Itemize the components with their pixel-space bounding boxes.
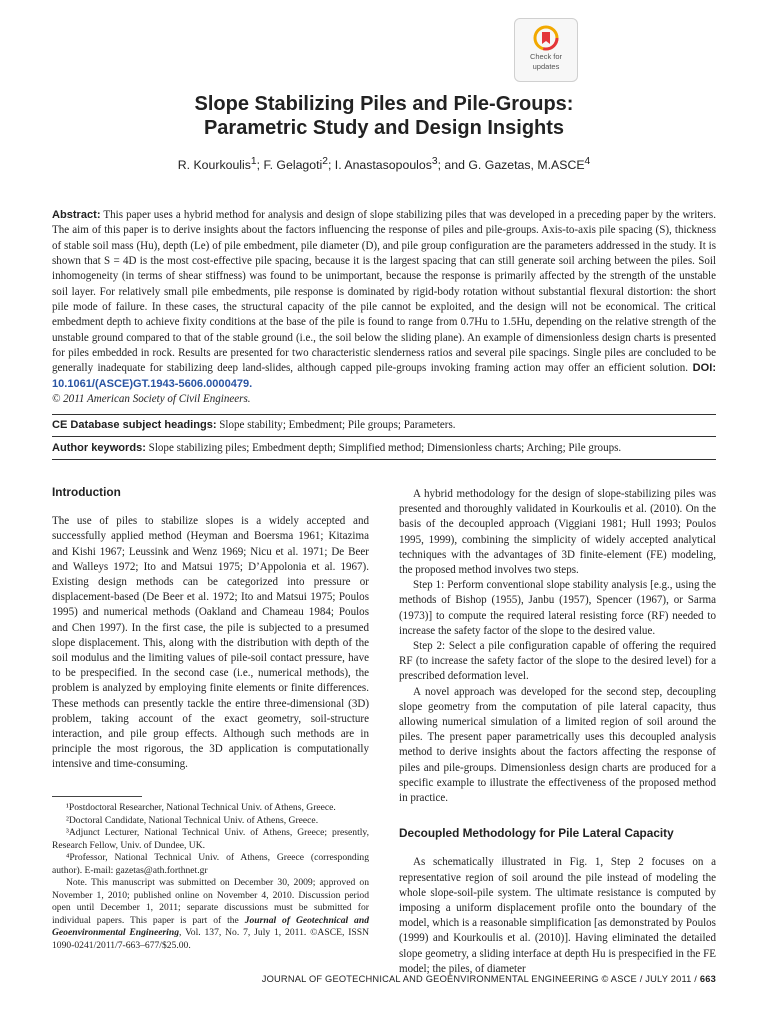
footnote-4: ⁴Professor, National Technical Univ. of Athens, Greece (corresponding author). E-mail: gazetas@ath.forthnet.gr [52, 852, 369, 876]
paragraph: A hybrid methodology for the design of slope-stabilizing piles was presented and thoroughly validated in Kourkoulis et al. (2010). On the basis of the decoupled approach (Viggiani 1981; Hull 1993; Poulos 1995, 1999), combining the simplicity of widely accepted analytical techniques with the advantages of 3D finite-element (FE) modeling, the proposed method involves two steps. [399, 488, 716, 577]
paragraph: A novel approach was developed for the second step, decoupling slope geometry from the computation of pile lateral capacity, thus allowing numerical simulation of a limited region of soil around the piles. The present paper parametrically uses this decoupled analysis method to derive insights about the factors affecting the response of piles and pile-groups. Dimensionless design charts are produced for a specific example to illustrate the effectiveness of the proposed method in practice. [399, 685, 716, 805]
divider [52, 414, 716, 415]
note-text: Note. This manuscript was submitted on December 30, 2009; approved on November 1, 2010; published online on November 4, 2010. Discussion period open until December 1, 2011; separate discussions must be submitted for individual papers. This paper is part of the [52, 877, 369, 926]
manuscript-note [52, 877, 369, 952]
copyright: © 2011 American Society of Civil Engineers. [52, 393, 251, 406]
author: R. Kourkoulis [177, 158, 251, 173]
footnote-2: ²Doctoral Candidate, National Technical Univ. of Athens, Greece. [66, 814, 319, 826]
paragraph: Step 2: Select a pile configuration capable of offering the required RF (to increase the safety factor of the slope to the desired level) for a prescribed deformation level. [399, 640, 716, 683]
abstract-label: Abstract: [52, 209, 101, 221]
author-keywords-label: Author keywords: [52, 442, 146, 454]
bookmark-icon [533, 25, 559, 51]
author-list: R. Kourkoulis$^1$; F. Gelagoti$^2$; I. Anastasopoulos$^3$; and G. Gazetas, M.ASCE$^4$ [177, 156, 591, 173]
section-heading-decoupled: Decoupled Methodology for Pile Lateral Capacity [399, 826, 674, 841]
right-column [399, 487, 716, 977]
page-footer [0, 974, 716, 984]
title-line-1: Slope Stabilizing Piles and Pile-Groups: [194, 93, 574, 115]
author: F. Gelagoti [263, 158, 323, 173]
author-affil: 2 [322, 156, 328, 167]
doi-label: DOI: [688, 362, 717, 375]
divider [52, 436, 716, 437]
footnote-rule [52, 796, 142, 797]
divider [52, 459, 716, 460]
paper-title [0, 92, 768, 140]
author-affil: 3 [431, 156, 438, 167]
paragraph: Step 1: Perform conventional slope stability analysis [e.g., using the methods of Bishop (1955), Janbu (1957), Spencer (1967), or Sarma (1973)] to compute the required lateral resisting force (RF) needed to increase the safety factor of the slope to the desired value. [399, 579, 716, 637]
footnote-3: ³Adjunct Lecturer, National Technical Univ. of Athens, Greece; presently, Research Fellow, Univ. of Dundee, UK. [52, 827, 369, 851]
journal-name: Journal of Geotechnical and Geoenvironmental Engineering [52, 914, 369, 939]
footnotes [52, 802, 369, 953]
note-text: , Vol. 137, No. 7, July 1, 2011. ©ASCE, ISSN 1090-0241/2011/7-663–677/$25.00. [52, 927, 369, 952]
footnote-1: ¹Postdoctoral Researcher, National Technical Univ. of Athens, Greece. [66, 802, 336, 813]
intro-paragraph: The use of piles to stabilize slopes is a widely accepted and successfully applied method (Heyman and Boersma 1961; Kitazima and Kishi 1967; Leussink and Wenz 1969; Nicu et al. 1971; De Beer and Walleys 1972; Ito and Matsui 1975; D’Appolonia et al. 1967). Existing design methods can be categorized into pressure or displacement-based (De Beer et al. 1972; Ito and Matsui 1975; Poulos 1995) and numerical methods (Oakland and Chameau 1984; Poulos and Chen 1997). In the first case, the pile is subjected to a presumed slope displacement. This, along with the distribution with depth of the soil modulus and the limiting values of pile-soil contact pressure, have to be prespecified. In the second case (i.e., numerical methods), the problem is analyzed by employing finite elements or finite differences. These methods can presently tackle the entire three-dimensional (3D) problem, taking account of the exact geometry, soil-structure interaction, and pile group effects. Although such methods are in principle the most rigorous, the 3D application is computationally intensive and time-consuming. [52, 515, 369, 771]
ce-subject-headings [52, 418, 716, 433]
left-column [52, 485, 369, 773]
footer-journal: JOURNAL OF GEOTECHNICAL AND GEOENVIRONMENTAL ENGINEERING © ASCE / JULY 2011 / [261, 974, 700, 984]
author-affil: 1 [250, 156, 257, 167]
author-affil: 4 [584, 156, 591, 167]
doi-link[interactable]: 10.1061/(ASCE)GT.1943-5606.0000479. [52, 377, 253, 390]
abstract [52, 208, 716, 407]
author-keywords [52, 441, 716, 456]
check-for-updates-badge[interactable] [514, 18, 578, 82]
title-line-2: Parametric Study and Design Insights [203, 117, 565, 139]
badge-text-2: updates [532, 62, 560, 71]
author-keywords-text: Slope stabilizing piles; Embedment depth; Simplified method; Dimensionless charts; Arching; Pile groups. [145, 442, 622, 454]
ce-headings-label: CE Database subject headings: [52, 419, 217, 431]
section-heading-introduction: Introduction [52, 485, 121, 499]
author: and G. Gazetas, M.ASCE [444, 158, 585, 173]
badge-text-1: Check for [529, 52, 563, 61]
page-number: 663 [699, 974, 716, 984]
ce-headings-text: Slope stability; Embedment; Pile groups; Parameters. [216, 419, 456, 431]
abstract-text: This paper uses a hybrid method for analysis and design of slope stabilizing piles that was developed in a preceding paper by the writers. The aim of this paper is to derive insights about the factors influencing the response of piles and pile-groups. Axis-to-axis pile spacing (S), thickness of stable soil mass (Hu), depth (Le) of pile embedment, pile diameter (D), and pile group configuration are the parameters addressed in the study. It is shown that S = 4D is the most cost-effective pile spacing, because it is the largest spacing that can still generate soil arching between the piles. Soil inhomogeneity (in terms of shear stiffness) was found to be unimportant, because the response is primarily affected by the strength of the unstable soil layer. For relatively small pile embedments, pile response is dominated by rigid-body rotation without substantial flexural distortion: the short pile mode of failure. In these cases, the structural capacity of the pile cannot be exploited, and the design will not be economical. The critical embedment depth to achieve fixity conditions at the base of the pile is found to range from 0.7Hu to 1.5Hu, depending on the relative strength of the unstable ground compared to that of the stable ground (i.e., the soil below the sliding plane). An example of dimensionless design charts is presented for piles embedded in rock. Results are presented for two characteristic slenderness ratios and several pile spacings. Single piles are concluded to be generally inadequate for stabilizing deep land-slides, although capped pile-groups invoking framing action may offer an efficient solution. [52, 209, 716, 375]
author: I. Anastasopoulos [334, 158, 432, 173]
paragraph: As schematically illustrated in Fig. 1, Step 2 focuses on a representative region of soil around the pile instead of modeling the whole slope-soil-pile system. The ultimate resistance is computed by imposing a uniform displacement profile onto the boundary of the model, which is a reasonable simplification [as demonstrated by Poulos (1999) and Kourkoulis et al. (2010)]. Having eliminated the detailed slope geometry, a sliding interface at depth Hu is prespecified in the FE model; the piles, of diameter [399, 856, 716, 975]
